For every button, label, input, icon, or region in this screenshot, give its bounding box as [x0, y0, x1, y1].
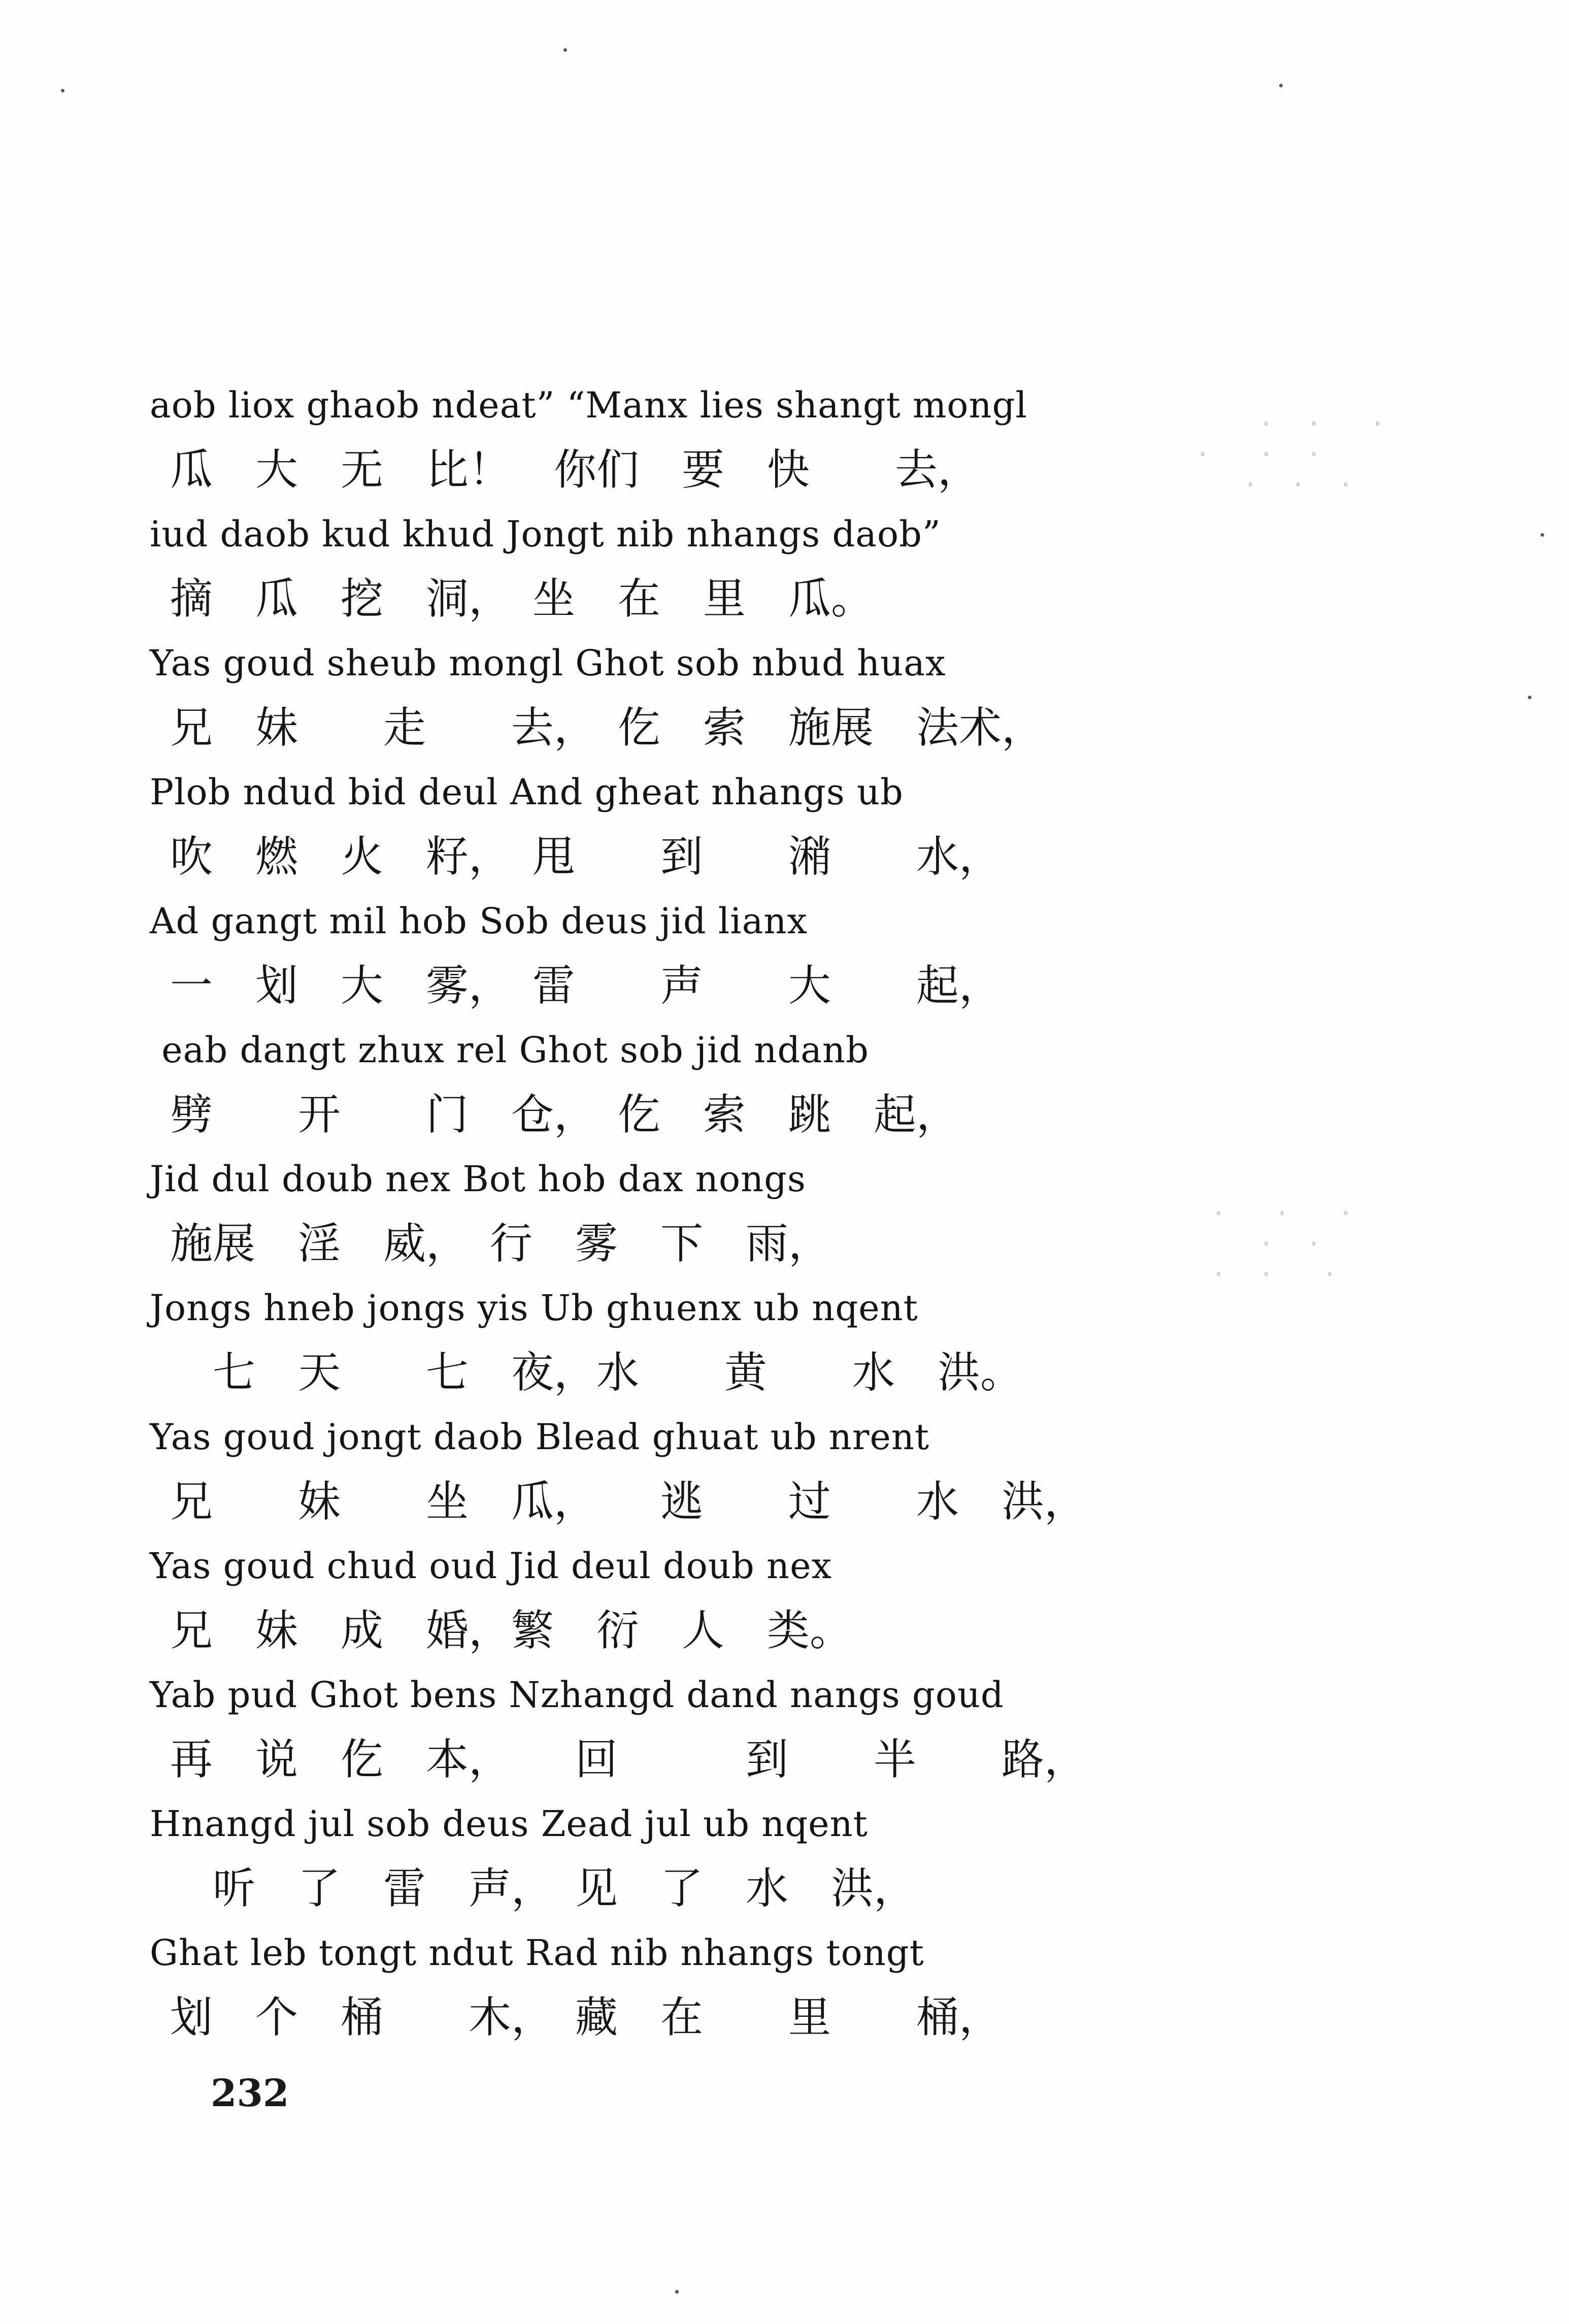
romanized-line: Yab pud Ghot bens Nzhangd dand nangs goud [150, 1674, 1004, 1716]
chinese-line: 兄 妹 成 婚，繁 衍 人 类。 [170, 1606, 853, 1655]
chinese-line: 吹 燃 火 籽， 甩 到 潲 水， [170, 832, 1002, 881]
chinese-line: 劈 开 门 仓， 仡 索 跳 起， [170, 1090, 959, 1139]
page-number: 232 [211, 2072, 289, 2115]
romanized-line: Yas goud jongt daob Blead ghuat ub nrent [150, 1416, 930, 1458]
scan-speck [61, 89, 64, 92]
romanized-line: Ad gangt mil hob Sob deus jid lianx [150, 900, 808, 942]
romanized-line: Jid dul doub nex Bot hob dax nongs [150, 1158, 806, 1200]
romanized-line: eab dangt zhux rel Ghot sob jid ndanb [150, 1029, 869, 1071]
chinese-line: 听 了 雷 声， 见 了 水 洪， [170, 1863, 917, 1913]
chinese-line: 兄 妹 走 去， 仡 索 施展 法术， [170, 703, 1045, 752]
show-through-text: · · · · · · · · [1210, 1198, 1354, 1290]
romanized-line: iud daob kud khud Jongt nib nhangs daob” [150, 513, 941, 555]
chinese-line: 一 划 大 雾， 雷 声 大 起， [170, 961, 1002, 1010]
scan-speck [1279, 84, 1283, 87]
romanized-line: aob liox ghaob ndeat” “Manx lies shangt mongl [150, 384, 1027, 426]
chinese-line: 兄 妹 坐 瓜， 逃 过 水 洪， [170, 1477, 1087, 1526]
romanized-line: Jongs hneb jongs yis Ub ghuenx ub nqent [150, 1287, 918, 1329]
show-through-text: · · · · · · · · · [1194, 409, 1386, 500]
romanized-line: Hnangd jul sob deus Zead jul ub nqent [150, 1803, 868, 1845]
chinese-line: 划 个 桶 木， 藏 在 里 桶， [170, 1992, 1002, 2042]
chinese-line: 施展 淫 威， 行 雾 下 雨， [170, 1219, 831, 1268]
bilingual-text-block [150, 373, 1378, 2050]
scan-speck [1541, 533, 1544, 537]
chinese-line: 瓜 大 无 比！ 你们 要 快 去， [170, 445, 981, 495]
chinese-line: 摘 瓜 挖 洞， 坐 在 里 瓜。 [170, 574, 874, 624]
scan-speck [563, 48, 567, 52]
romanized-line: Yas goud sheub mongl Ghot sob nbud huax [150, 642, 946, 684]
romanized-line: Ghat leb tongt ndut Rad nib nhangs tongt [150, 1932, 924, 1974]
romanized-line: Yas goud chud oud Jid deul doub nex [150, 1545, 832, 1587]
chinese-line: 再 说 仡 本， 回 到 半 路， [170, 1734, 1087, 1784]
romanized-line: Plob ndud bid deul And gheat nhangs ub [150, 771, 904, 813]
scan-speck [1528, 696, 1531, 699]
chinese-line: 七 天 七 夜，水 黄 水 洪。 [170, 1348, 1023, 1397]
scan-speck [675, 2290, 679, 2294]
